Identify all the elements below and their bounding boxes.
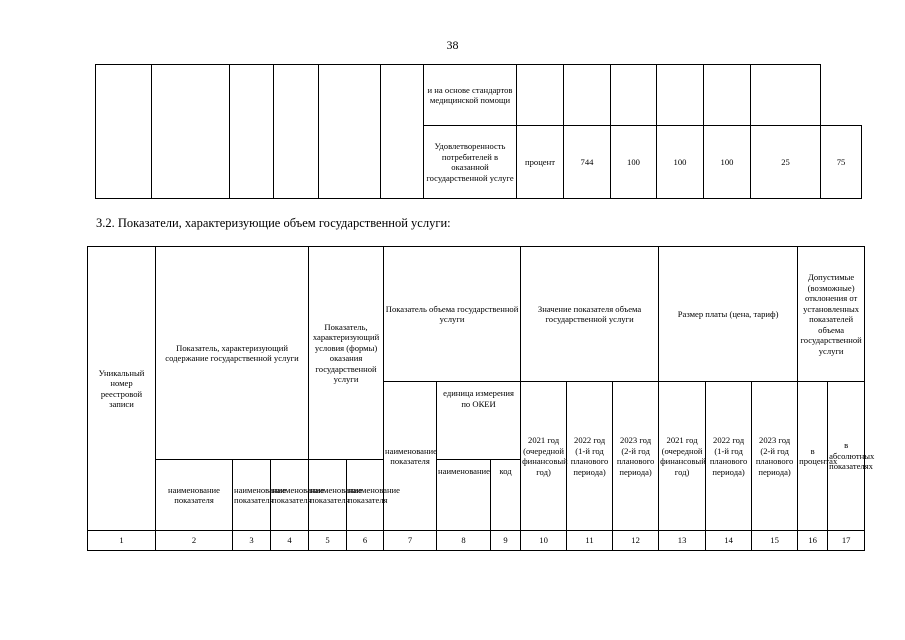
header-fee-2021: 2021 год (очередной финансовый год)	[659, 382, 706, 531]
header-year-2021: 2021 год (очередной финансовый год)	[521, 382, 567, 531]
empty-cell	[517, 65, 564, 126]
header-unit-code: код	[491, 460, 521, 531]
indicator-cell: Удовлетворенность потребителей в оказанной государственной услуге	[424, 126, 517, 199]
column-number: 11	[567, 531, 613, 551]
header-unit-name: наименование	[437, 460, 491, 531]
column-number-row	[88, 531, 865, 551]
column-number: 16	[798, 531, 828, 551]
column-number: 12	[613, 531, 659, 551]
section-heading: 3.2. Показатели, характеризующие объем государственной услуги:	[96, 216, 451, 230]
column-number: 13	[659, 531, 706, 551]
header-fee-2022: 2022 год (1-й год планового периода)	[706, 382, 752, 531]
column-number: 10	[521, 531, 567, 551]
page-number: 38	[446, 38, 459, 52]
header-allowed-deviation: Допустимые (возможные) отклонения от установленных показателей объема государственной услуги	[798, 247, 865, 382]
empty-cell	[704, 65, 751, 126]
indicator-cell: и на основе стандартов медицинской помощи	[424, 65, 517, 126]
column-number: 7	[384, 531, 437, 551]
empty-cell	[657, 65, 704, 126]
unit-cell: процент	[517, 126, 564, 199]
empty-cell	[96, 65, 152, 199]
column-number: 14	[706, 531, 752, 551]
header-fee-amount: Размер платы (цена, тариф)	[659, 247, 798, 382]
header-registry-number: Уникальный номер реестровой записи	[88, 247, 156, 531]
value-2023-cell: 100	[704, 126, 751, 199]
header-content-name-3: наименование показателя	[271, 460, 309, 531]
empty-cell	[152, 65, 230, 199]
header-unit-okei: единица измерения по ОКЕИ	[437, 382, 521, 460]
empty-cell	[230, 65, 274, 199]
continuation-table	[95, 64, 862, 199]
header-year-2022: 2022 год (1-й год планового периода)	[567, 382, 613, 531]
empty-cell	[381, 65, 424, 199]
header-row	[88, 247, 865, 382]
column-number: 15	[752, 531, 798, 551]
deviation-percent-cell: 25	[751, 126, 821, 199]
header-condition-name-1: наименование показателя	[309, 460, 347, 531]
header-volume-name: наименование показателя	[384, 382, 437, 531]
code-cell: 744	[564, 126, 611, 199]
header-service-content: Показатель, характеризующий содержание государственной услуги	[156, 247, 309, 460]
column-number: 6	[347, 531, 384, 551]
column-number: 1	[88, 531, 156, 551]
empty-cell	[564, 65, 611, 126]
empty-cell	[319, 65, 381, 199]
empty-cell	[274, 65, 319, 199]
header-deviation-absolute: в абсолютных показателях	[828, 382, 865, 531]
empty-cell	[611, 65, 657, 126]
header-content-name: наименование показателя	[156, 460, 233, 531]
value-2021-cell: 100	[611, 126, 657, 199]
empty-cell	[751, 65, 821, 126]
column-number: 5	[309, 531, 347, 551]
column-number: 4	[271, 531, 309, 551]
header-volume-indicator: Показатель объема государственной услуги	[384, 247, 521, 382]
header-indicator-value: Значение показателя объема государственной услуги	[521, 247, 659, 382]
header-fee-2023: 2023 год (2-й год планового периода)	[752, 382, 798, 531]
column-number: 2	[156, 531, 233, 551]
header-year-2023: 2023 год (2-й год планового периода)	[613, 382, 659, 531]
column-number: 3	[233, 531, 271, 551]
deviation-absolute-cell: 75	[821, 126, 862, 199]
header-service-conditions: Показатель, характеризующий условия (формы) оказания государственной услуги	[309, 247, 384, 460]
column-number: 9	[491, 531, 521, 551]
header-deviation-percent: в процентах	[798, 382, 828, 531]
table-row	[96, 65, 862, 126]
header-content-name-2: наименование показателя	[233, 460, 271, 531]
header-condition-name-2: наименование показателя	[347, 460, 384, 531]
value-2022-cell: 100	[657, 126, 704, 199]
column-number: 17	[828, 531, 865, 551]
volume-indicators-table	[87, 246, 875, 551]
column-number: 8	[437, 531, 491, 551]
